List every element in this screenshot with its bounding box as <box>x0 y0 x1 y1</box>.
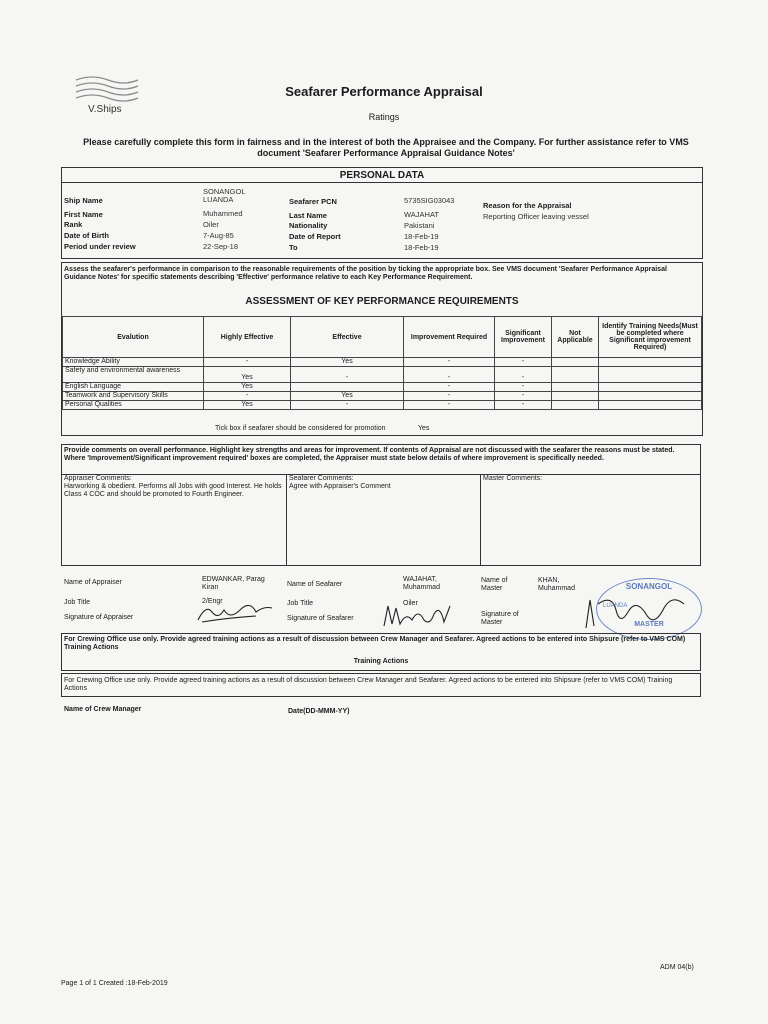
appraiser-name-value: EDWANKAR, Parag Kiran <box>202 576 265 591</box>
seafarer-name-label: Name of Seafarer <box>287 581 343 588</box>
cell-effective[interactable]: - <box>291 401 404 410</box>
seafarer-comments-label: Seafarer Comments: <box>289 475 354 482</box>
comments-section <box>61 444 701 566</box>
seafarer-job-value: Oiler <box>403 600 418 607</box>
report-date-value: 18-Feb-19 <box>404 232 439 241</box>
last-name-label: Last Name <box>289 211 327 220</box>
page-title: Seafarer Performance Appraisal <box>285 84 483 99</box>
cell-highly-effective[interactable]: Yes <box>204 367 291 383</box>
cell-highly-effective[interactable]: Yes <box>204 401 291 410</box>
master-name-label: Name of Master <box>481 577 508 592</box>
stamp-bottom-text: MASTER <box>634 621 664 628</box>
cell-effective[interactable]: - <box>291 367 404 383</box>
cell-improvement-required[interactable]: - <box>404 383 495 392</box>
cell-significant-improvement[interactable]: - <box>495 401 552 410</box>
row-name: Teamwork and Supervisory Skills <box>63 392 204 401</box>
crewing-section-2 <box>61 673 701 697</box>
appraiser-comments-label: Appraiser Comments: <box>64 475 132 482</box>
cell-training-needs[interactable] <box>599 383 702 392</box>
nationality-label: Nationality <box>289 221 328 230</box>
cell-highly-effective[interactable]: - <box>204 392 291 401</box>
first-name-value: Muhammed <box>203 209 243 218</box>
personal-data-section <box>61 167 703 259</box>
period-label: Period under review <box>64 242 136 251</box>
cell-not-applicable[interactable] <box>552 383 599 392</box>
col-effective: Effective <box>291 317 404 358</box>
training-actions-label: Training Actions <box>353 658 409 665</box>
cell-effective[interactable]: Yes <box>291 358 404 367</box>
period-value: 22-Sep-18 <box>203 242 239 251</box>
to-value: 18-Feb-19 <box>404 243 439 252</box>
reason-value: Reporting Officer leaving vessel <box>483 212 589 221</box>
doc-code: ADM 04(b) <box>660 964 694 971</box>
table-row <box>63 383 702 392</box>
crew-manager-label: Name of Crew Manager <box>64 706 142 713</box>
row-name: Knowledge Ability <box>63 358 204 367</box>
appraiser-signature-label: Signature of Appraiser <box>64 614 134 621</box>
rank-label: Rank <box>64 220 83 229</box>
ship-name-label: Ship Name <box>64 196 103 205</box>
row-name: English Language <box>63 383 204 392</box>
form-instruction: Please carefully complete this form in fairness and in the interest of both the Appraisee and the Company. For further assistance refer to VMS document 'Seafarer Performance Appraisal Guidance Notes' <box>83 137 689 158</box>
cell-not-applicable[interactable] <box>552 401 599 410</box>
rank-value: Oiler <box>203 220 219 229</box>
last-name-value: WAJAHAT <box>404 210 439 219</box>
cell-effective[interactable] <box>291 383 404 392</box>
assessment-note: Assess the seafarer's performance in comparison to the reasonable requirements of the position by ticking the appropriate box. See VMS document 'Seafarer Performance Appraisal Guidance Notes' for specific statements describing 'Effective' performance relative to each Key Performance Requirement. <box>64 266 667 281</box>
promotion-value[interactable]: Yes <box>418 425 430 432</box>
assessment-table <box>62 316 702 410</box>
comments-instruction: Provide comments on overall performance. Highlight key strengths and areas for improvement. If contents of Appraisal are not discussed with the seafarer the reasons must be stated. Where 'Improvement/Significant improvement required' boxes are completed, the Appraiser must state below details of where improvement is specifically needed. <box>64 447 675 462</box>
cell-highly-effective[interactable]: Yes <box>204 383 291 392</box>
cell-training-needs[interactable] <box>599 358 702 367</box>
crewing-note-plain: For Crewing Office use only. Provide agreed training actions as a result of discussion between Crew Manager and Seafarer. Agreed actions to be entered into Shipsure (refer to VMS COM) Training Actions <box>64 677 673 692</box>
table-row <box>63 401 702 410</box>
col-highly-effective: Highly Effective <box>204 317 291 358</box>
col-training-needs: Identify Training Needs(Must be completed where Significant improvement Required) <box>599 317 702 358</box>
pcn-value: 5735SIG03043 <box>404 196 455 205</box>
pcn-label: Seafarer PCN <box>289 197 337 206</box>
col-improvement-required: Improvement Required <box>404 317 495 358</box>
cell-improvement-required[interactable]: - <box>404 358 495 367</box>
table-row <box>63 367 702 383</box>
appraiser-comments-text[interactable]: Harworking & obedient. Performs all Jobs with good Interest. He holds Class 4 COC and should be promoted to Fourth Engineer. <box>64 483 282 498</box>
page-info: Page 1 of 1 Created :18-Feb-2019 <box>61 980 168 987</box>
cell-not-applicable[interactable] <box>552 358 599 367</box>
cell-not-applicable[interactable] <box>552 367 599 383</box>
dob-value: 7-Aug-85 <box>203 231 234 240</box>
reason-label: Reason for the Appraisal <box>483 201 572 210</box>
appraiser-name-label: Name of Appraiser <box>64 579 122 586</box>
table-row <box>63 358 702 367</box>
dob-label: Date of Birth <box>64 231 109 240</box>
seafarer-name-value: WAJAHAT, Muhammad <box>403 576 440 591</box>
nationality-value: Pakistani <box>404 221 435 230</box>
appraiser-job-value: 2/Engr <box>202 598 223 605</box>
cell-significant-improvement[interactable]: - <box>495 358 552 367</box>
cell-effective[interactable]: Yes <box>291 392 404 401</box>
promotion-label: Tick box if seafarer should be considered for promotion <box>215 425 386 432</box>
seafarer-job-label: Job Title <box>287 600 314 607</box>
first-name-label: First Name <box>64 210 103 219</box>
appraiser-signature-icon <box>196 598 276 626</box>
crewing-note-bold: For Crewing Office use only. Provide agreed training actions as a result of discussion between Crew Manager and Seafarer. Agreed actions to be entered into Shipsure (refer to VMS COM) Training Actions <box>64 636 686 651</box>
report-date-label: Date of Report <box>289 232 341 241</box>
cell-significant-improvement[interactable]: - <box>495 392 552 401</box>
master-signature-label: Signature of Master <box>481 611 519 626</box>
col-significant-improvement: Significant Improvement <box>495 317 552 358</box>
personal-data-title: PERSONAL DATA <box>339 170 425 181</box>
cell-training-needs[interactable] <box>599 392 702 401</box>
cell-improvement-required[interactable]: - <box>404 367 495 383</box>
logo-text: V.Ships <box>88 104 122 115</box>
cell-training-needs[interactable] <box>599 367 702 383</box>
stamp-top-text: SONANGOL <box>625 582 673 591</box>
cell-improvement-required[interactable]: - <box>404 392 495 401</box>
to-label: To <box>289 243 298 252</box>
cell-not-applicable[interactable] <box>552 392 599 401</box>
assessment-section <box>61 262 703 436</box>
appraiser-job-label: Job Title <box>64 599 91 606</box>
assessment-title: ASSESSMENT OF KEY PERFORMANCE REQUIREMENTS <box>245 296 519 307</box>
seafarer-signature-label: Signature of Seafarer <box>287 615 354 622</box>
seafarer-comments-text[interactable]: Agree with Appraiser's Comment <box>289 483 391 490</box>
page-subtitle: Ratings <box>368 112 400 122</box>
col-evaluation: Evalution <box>63 317 204 358</box>
ship-name-value: SONANGOL LUANDA <box>203 187 246 204</box>
cell-improvement-required[interactable]: - <box>404 401 495 410</box>
cell-significant-improvement[interactable]: - <box>495 383 552 392</box>
row-name: Safety and environmental awareness <box>63 367 204 383</box>
cell-highly-effective[interactable]: - <box>204 358 291 367</box>
master-stamp <box>596 578 702 640</box>
cell-training-needs[interactable] <box>599 401 702 410</box>
stamp-side-text: LUANDA <box>603 603 628 609</box>
table-row <box>63 392 702 401</box>
col-not-applicable: Not Applicable <box>552 317 599 358</box>
master-comments-label: Master Comments: <box>483 475 543 482</box>
seafarer-signature-icon <box>380 600 460 632</box>
crewing-section-1 <box>61 633 701 671</box>
master-name-value: KHAN, Muhammad <box>538 577 575 592</box>
cell-significant-improvement[interactable]: - <box>495 367 552 383</box>
row-name: Personal Qualities <box>63 401 204 410</box>
date-label: Date(DD-MMM-YY) <box>288 708 350 715</box>
